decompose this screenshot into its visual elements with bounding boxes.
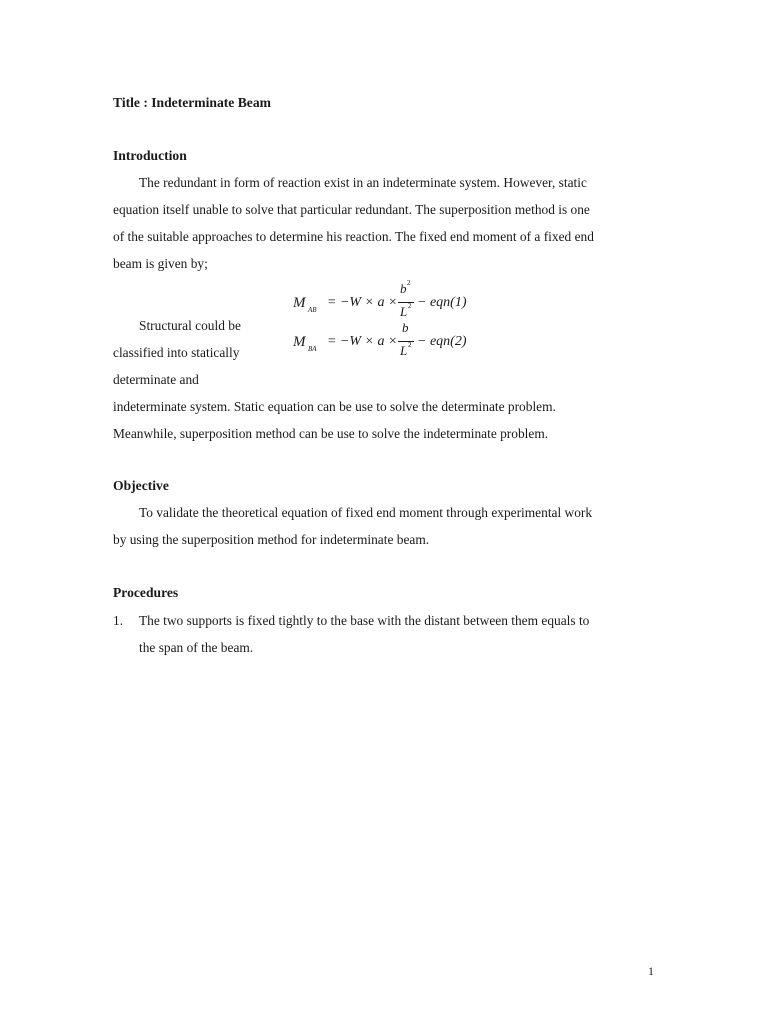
equation-1-numerator: b [400,281,407,296]
intro-side-line-2: classified into statically [113,345,240,360]
equation-2-numerator: b [402,320,409,335]
objective-line-2: by using the superposition method for indeterminate beam. [113,532,430,547]
objective-heading: Objective [113,478,169,493]
equation-2-subscript: BA [308,345,317,353]
intro-after-line-1: indeterminate system. Static equation can be use to solve the determinate problem. [113,399,556,414]
intro-line-4: beam is given by; [113,256,208,271]
equation-1-denominator-exponent: 2 [408,302,412,310]
equation-1-symbol: M [293,295,306,311]
equation-1-denominator: L [400,304,408,319]
procedure-item-1-line-1: The two supports is fixed tightly to the base with the distant between them equals to [139,613,590,628]
introduction-heading: Introduction [113,148,187,163]
procedure-item-1-number: 1. [113,613,124,628]
equation-1-body: = −W × a × [327,295,398,310]
page-number: 1 [648,964,654,978]
procedure-item-1-line-2: the span of the beam. [139,640,254,655]
equation-1-tail: − eqn(1) [417,295,467,310]
equation-2-body: = −W × a × [327,334,398,349]
objective-line-1: To validate the theoretical equation of fixed end moment through experimental work [139,505,593,520]
intro-line-1: The redundant in form of reaction exist in an indeterminate system. However, static [139,175,587,190]
intro-line-2: equation itself unable to solve that particular redundant. The superposition method is one [113,202,590,217]
equation-2-symbol: M [293,334,306,350]
equation-1-numerator-exponent: 2 [407,279,411,287]
intro-after-line-2: Meanwhile, superposition method can be use to solve the indeterminate problem. [113,426,549,441]
procedures-heading: Procedures [113,585,179,600]
equation-2-tail: − eqn(2) [417,334,467,349]
equation-1-subscript: AB [308,306,317,314]
intro-side-line-1: Structural could be [139,318,241,333]
intro-line-3: of the suitable approaches to determine his reaction. The fixed end moment of a fixed end [113,229,594,244]
document-title: Title : Indeterminate Beam [113,95,271,110]
intro-side-line-3: determinate and [113,372,199,387]
equation-2-denominator: L [400,343,408,358]
equation-2-denominator-exponent: 2 [408,341,412,349]
